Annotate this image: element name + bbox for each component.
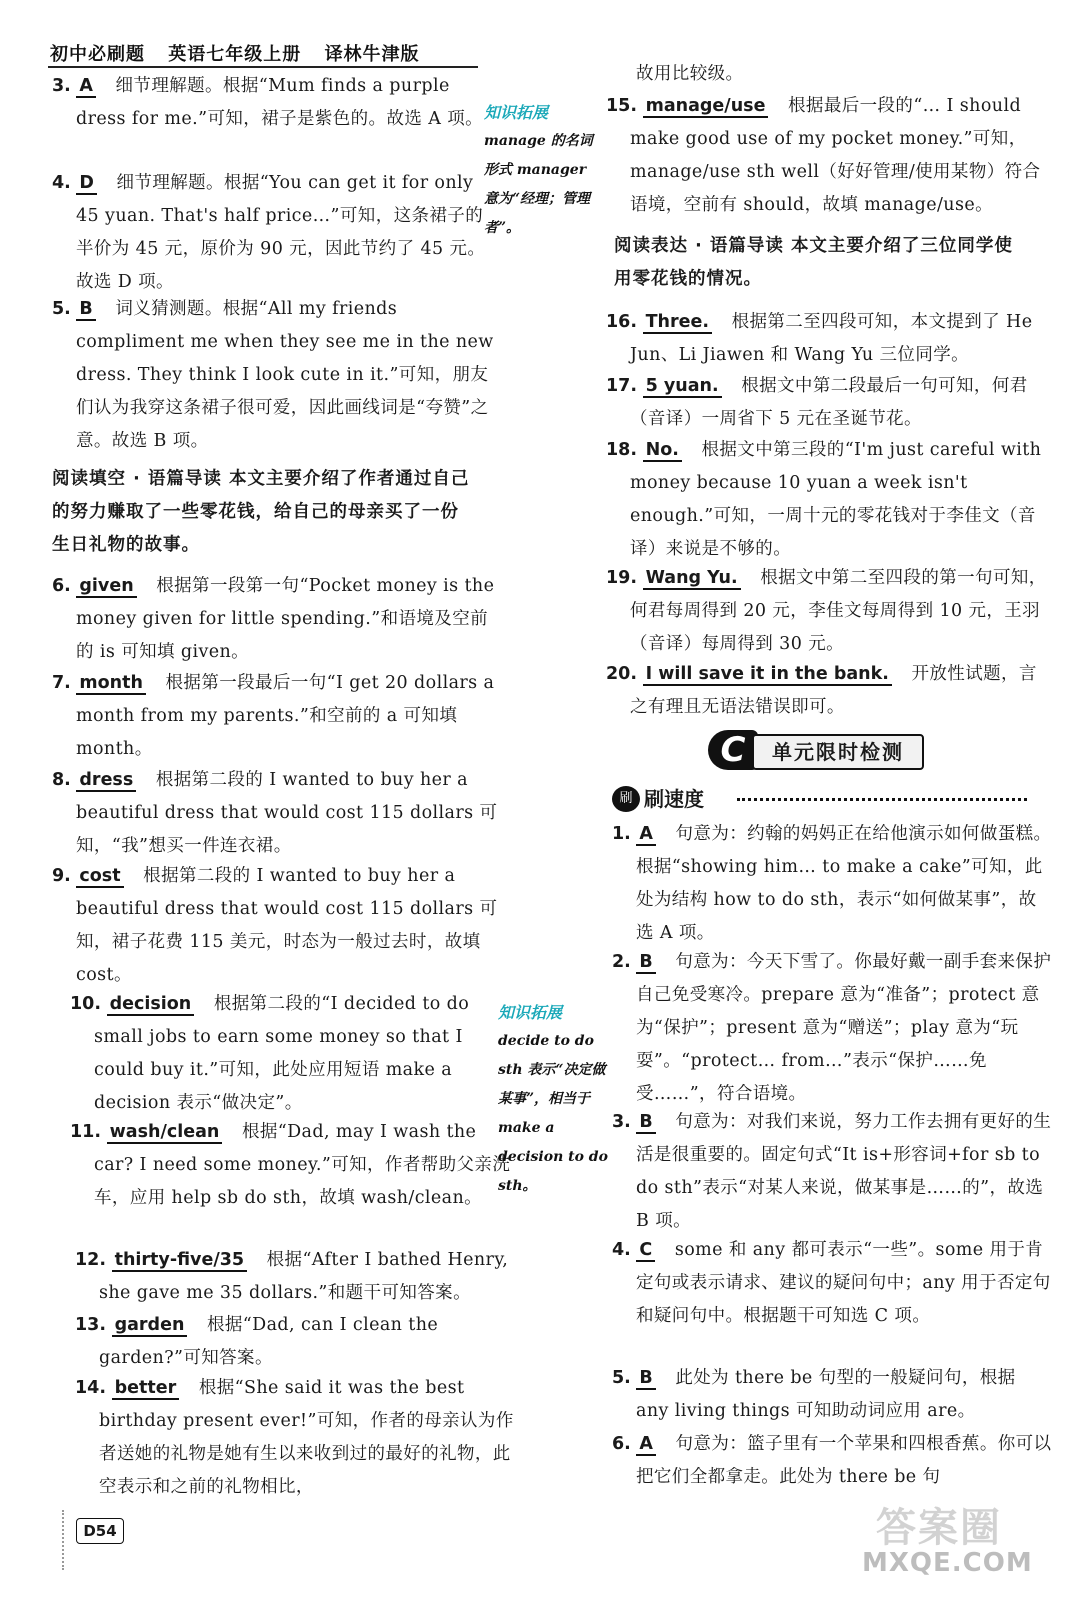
item-explanation: 根据“Dad, may I wash the car? I need some money.”可知，作者帮助父亲洗车，应用 help sb do sth，故填 wash/clean。: [94, 1122, 511, 1208]
answer-item-3: [52, 70, 500, 136]
item-explanation: 词义猜测题。根据“All my friends compliment me when they see me in the new dress. They think I look cute in it.”可知，朋友们认为我穿这条裙子很可爱，因此画线词是“夸赞”之意。故选 B 项。: [76, 299, 494, 451]
answer-item-c6: [612, 1428, 1054, 1494]
item-explanation: 根据最后一段的“… I should make good use of my pocket money.”可知，manage/use sth well（好好管理/使用某物）符合语境，空前有 should，故填 manage/use。: [630, 96, 1041, 215]
page-number: D54: [76, 1518, 124, 1544]
item-number: 20.: [606, 664, 638, 684]
answer-item-9: [52, 860, 500, 992]
answer-item-15: [606, 90, 1054, 222]
item-number: 17.: [606, 376, 638, 396]
watermark-logo-text: 答案圈: [876, 1505, 1002, 1551]
item-answer: Wang Yu.: [643, 568, 741, 590]
item-answer: A: [636, 1434, 656, 1456]
item-explanation: 根据“She said it was the best birthday present ever!”可知，作者的母亲认为作者送她的礼物是她有生以来收到过的最好的礼物，此空表示和之前的礼物相比，: [99, 1378, 514, 1497]
item-number: 1.: [612, 824, 631, 844]
item-explanation: 根据第一段最后一句“I get 20 dollars a month from my parents.”和空前的 a 可知填 month。: [76, 673, 495, 759]
unit-test-banner: [708, 730, 920, 770]
item-answer: I will save it in the bank.: [643, 664, 892, 686]
item-number: 14.: [75, 1378, 107, 1398]
item-number: 18.: [606, 440, 638, 460]
item-number: 2.: [612, 952, 631, 972]
item-answer: garden: [112, 1315, 188, 1337]
item-explanation: 根据“After I bathed Henry, she gave me 35 dollars.”和题干可知答案。: [99, 1250, 509, 1303]
answer-item-c4: [612, 1234, 1054, 1333]
item-number: 6.: [612, 1434, 631, 1454]
item-number: 15.: [606, 96, 638, 116]
item-explanation: 句意为：篮子里有一个苹果和四根香蕉。你可以把它们全都拿走。此处为 there be 句: [636, 1434, 1052, 1487]
knowledge-note-manage: [484, 98, 604, 243]
section-reading-expression: [614, 230, 1030, 296]
item-answer: better: [112, 1378, 180, 1400]
item-explanation: some 和 any 都可表示“一些”。some 用于肯定句或表示请求、建议的疑问句中；any 用于否定句和疑问句中。根据题干可知选 C 项。: [636, 1240, 1051, 1326]
answer-item-20: [606, 658, 1054, 724]
item-answer: A: [636, 824, 656, 846]
answer-item-17: [606, 370, 1054, 436]
answer-item-4: [52, 167, 500, 299]
running-header: [50, 40, 436, 66]
item-explanation: 根据第二段的“I decided to do small jobs to earn some money so that I could buy it.”可知，此处应用短语 make a decision 表示“做决定”。: [94, 994, 470, 1113]
item-answer: dress: [76, 770, 136, 792]
note-title: 知识拓展: [498, 1003, 563, 1022]
item-number: 4.: [52, 173, 71, 193]
answer-item-7: [52, 667, 500, 766]
item-number: 16.: [606, 312, 638, 332]
item-number: 3.: [52, 76, 71, 96]
item-number: 5.: [52, 299, 71, 319]
answer-item-c5: [612, 1362, 1054, 1428]
item-answer: thirty-five/35: [112, 1250, 247, 1272]
item-answer: B: [636, 952, 655, 974]
continued-line: 故用比较级。: [636, 64, 744, 84]
item-explanation: 此处为 there be 句型的一般疑问句，根据 any living things 可知助动词应用 are。: [636, 1368, 1016, 1421]
dotted-divider: [737, 798, 1027, 801]
item-number: 5.: [612, 1368, 631, 1388]
answer-item-10: [70, 988, 514, 1120]
item-explanation: 开放性试题，言之有理且无语法错误即可。: [630, 664, 1037, 717]
note-title: 知识拓展: [484, 103, 549, 122]
item-explanation: 句意为：今天下雪了。你最好戴一副手套来保护自己免受寒冷。prepare 意为“准备”；protect 意为“保护”；present 意为“赠送”；play 意为“玩耍”。“protect… from…”表示“保护……免受……”，符合语境。: [636, 952, 1052, 1104]
item-number: 6.: [52, 576, 71, 596]
knowledge-note-decide: [498, 998, 608, 1201]
speed-label: 刷速度: [644, 787, 704, 811]
margin-dotted-line: [62, 1510, 64, 1570]
book-name: 初中必刷题: [50, 44, 145, 65]
item-number: 11.: [70, 1122, 102, 1142]
item-explanation: 根据文中第二至四段的第一句可知，何君每周得到 20 元，李佳文每周得到 10 元，王羽（音译）每周得到 30 元。: [630, 568, 1047, 654]
note-text: decide to do sth 表示“决定做某事”，相当于 make a decision to do sth。: [498, 1033, 608, 1194]
answer-item-c2: [612, 946, 1054, 1111]
item-explanation: 细节理解题。根据“Mum finds a purple dress for me.”可知，裙子是紫色的。故选 A 项。: [76, 76, 484, 129]
section-label: 阅读填空 · 语篇导读: [52, 469, 222, 489]
section-summary: 本文主要介绍了作者通过自己的努力赚取了一些零花钱，给自己的母亲买了一份生日礼物的故事。: [52, 469, 470, 555]
answer-item-16: [606, 306, 1054, 372]
item-answer: cost: [76, 866, 123, 888]
brush-icon: 刷: [612, 786, 640, 812]
item-answer: manage/use: [643, 96, 769, 118]
watermark-url: MXQE.COM: [862, 1548, 1033, 1578]
item-number: 3.: [612, 1112, 631, 1132]
grade-name: 英语七年级上册: [168, 44, 302, 65]
item-explanation: 细节理解题。根据“You can get it for only 45 yuan. That's half price…”可知，这条裙子的半价为 45 元，原价为 90 元，因此节约了 45 元。故选 D 项。: [76, 173, 486, 292]
item-explanation: 根据第二至四段可知，本文提到了 He Jun、Li Jiawen 和 Wang Yu 三位同学。: [630, 312, 1033, 365]
item-number: 4.: [612, 1240, 631, 1260]
item-explanation: 根据第一段第一句“Pocket money is the money given for little spending.”和语境及空前的 is 可知填 given。: [76, 576, 495, 662]
item-answer: B: [636, 1368, 655, 1390]
answer-item-19: [606, 562, 1054, 661]
item-explanation: 根据第二段的 I wanted to buy her a beautiful dress that would cost 115 dollars 可知，“我”想买一件连衣裙。: [76, 770, 498, 856]
item-answer: wash/clean: [107, 1122, 223, 1144]
item-explanation: 句意为：对我们来说，努力工作去拥有更好的生活是很重要的。固定句式“It is+形容词+for sb to do sth”表示“对某人来说，做某事是……的”，故选 B 项。: [636, 1112, 1052, 1231]
item-number: 19.: [606, 568, 638, 588]
edition-name: 译林牛津版: [324, 44, 420, 65]
item-number: 12.: [75, 1250, 107, 1270]
header-rule: [48, 66, 478, 68]
item-answer: No.: [643, 440, 682, 462]
item-answer: 5 yuan.: [643, 376, 722, 398]
answer-item-12: [75, 1244, 515, 1310]
section-summary: 本文主要介绍了三位同学使用零花钱的情况。: [614, 236, 1013, 289]
section-label: 阅读表达 · 语篇导读: [614, 236, 784, 256]
answer-item-18: [606, 434, 1054, 566]
item-number: 8.: [52, 770, 71, 790]
item-answer: C: [636, 1240, 655, 1262]
unit-title: 单元限时检测: [752, 734, 924, 770]
answer-item-c1: [612, 818, 1054, 950]
unit-letter-badge: C: [708, 730, 758, 770]
item-number: 10.: [70, 994, 102, 1014]
item-number: 7.: [52, 673, 71, 693]
item-answer: A: [76, 76, 96, 98]
answer-item-6: [52, 570, 500, 669]
section-reading-fill: [52, 463, 476, 562]
item-number: 9.: [52, 866, 71, 886]
item-explanation: 根据“Dad, can I clean the garden?”可知答案。: [99, 1315, 439, 1368]
answer-item-8: [52, 764, 500, 863]
speed-section-header: [612, 784, 1032, 814]
item-answer: given: [76, 576, 136, 598]
item-answer: B: [76, 299, 95, 321]
item-explanation: 根据文中第二段最后一句可知，何君（音译）一周省下 5 元在圣诞节花。: [630, 376, 1028, 429]
answer-item-14: [75, 1372, 515, 1504]
item-answer: month: [76, 673, 146, 695]
item-answer: D: [76, 173, 97, 195]
item-answer: B: [636, 1112, 655, 1134]
item-answer: Three.: [643, 312, 712, 334]
site-watermark: [862, 1496, 1042, 1586]
answer-item-c3: [612, 1106, 1054, 1238]
item-answer: decision: [107, 994, 195, 1016]
answer-item-5: [52, 293, 500, 458]
answer-item-13: [75, 1309, 515, 1375]
item-number: 13.: [75, 1315, 107, 1335]
item-explanation: 根据第二段的 I wanted to buy her a beautiful dress that would cost 115 dollars 可知，裙子花费 115 美元，时态为一般过去时，故填 cost。: [76, 866, 498, 985]
answer-item-11: [70, 1116, 514, 1215]
item-explanation: 根据文中第三段的“I'm just careful with money because 10 yuan a week isn't enough.”可知，一周十元的零花钱对于李佳文（音译）来说是不够的。: [630, 440, 1042, 559]
item-explanation: 句意为：约翰的妈妈正在给他演示如何做蛋糕。根据“showing him… to make a cake”可知，此处为结构 how to do sth，表示“如何做某事”，故选 A 项。: [636, 824, 1052, 943]
note-text: manage 的名词形式 manager 意为“经理；管理者”。: [484, 133, 593, 236]
